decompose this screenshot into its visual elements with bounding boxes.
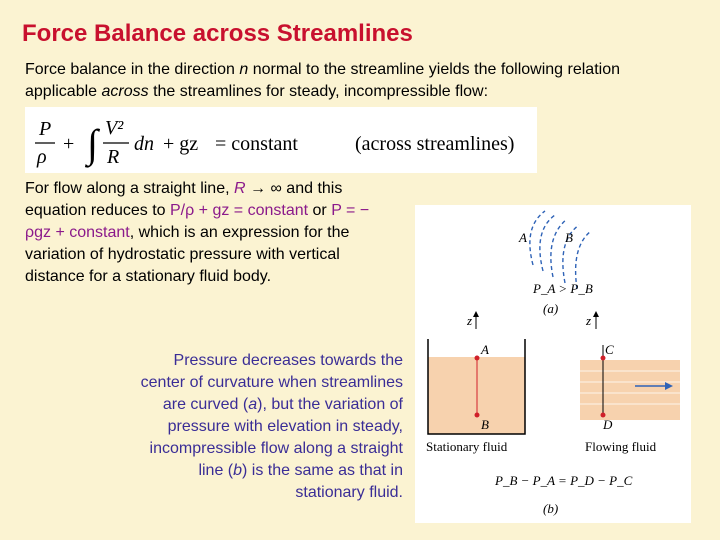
label-stationary: Stationary fluid [426, 439, 508, 454]
curved-streamlines [530, 211, 591, 289]
intro-n: n [239, 61, 249, 78]
eq-dn: dn [134, 133, 154, 155]
eq-integral: ∫ [87, 121, 98, 166]
z-right-arrowhead [593, 311, 599, 317]
caption-b: (b) [543, 501, 559, 516]
relation-top: P_A > P_B [533, 281, 593, 296]
label-C: C [605, 342, 614, 357]
intro-text [25, 59, 695, 103]
para3-a: Pressure decreases towards the center of curvature when streamlines are curved ( [140, 352, 403, 413]
point-A [475, 356, 480, 361]
eq-plus1: + [63, 133, 75, 155]
para3-b: ), but the variation of pressure with elevation in steady, incompressible flow along a straight line ( [149, 396, 403, 479]
para2-eq1: P/ρ + gz = constant [170, 202, 309, 219]
para2-or: or [308, 202, 332, 219]
eq-V2: V² [105, 117, 124, 139]
straight-line-paragraph [25, 178, 395, 288]
intro-part1: Force balance in the direction [25, 61, 240, 78]
para3-b-letter: b [233, 462, 243, 479]
figure-panel [415, 205, 691, 523]
para3-a-letter: a [248, 396, 258, 413]
point-B [475, 413, 480, 418]
streamline-1 [530, 211, 545, 265]
z-right: z [586, 313, 592, 328]
para2-a: For flow along a straight line, [25, 180, 234, 197]
para2-arrow: → ∞ and this equation reduces to [25, 180, 343, 219]
caption-a: (a) [543, 301, 559, 316]
eq-R: R [107, 146, 120, 168]
intro-part3: the streamlines for steady, incompressible flow: [148, 83, 489, 100]
pressure-paragraph [140, 350, 403, 504]
para2-rest: , which is an expression for the variation of hydrostatic pressure with vertical distance for a stationary fluid body. [25, 224, 350, 285]
label-D: D [603, 417, 613, 432]
slide-title: Force Balance across Streamlines [22, 20, 413, 47]
equation-graphic [25, 107, 537, 173]
eq-note: (across streamlines) [355, 133, 515, 155]
label-B: B [481, 417, 489, 432]
eq-rho: ρ [37, 146, 47, 168]
figure-graphic [415, 205, 691, 523]
intro-part2: normal to the streamline yields the following relation applicable [25, 61, 620, 100]
para2-R: R [234, 180, 246, 197]
label-B-top: B [565, 230, 573, 245]
relation-bottom: P_B − P_A = P_D − P_C [495, 473, 633, 488]
intro-across: across [101, 83, 149, 100]
para3-c: ) is the same as that in stationary fluid. [242, 462, 403, 501]
eq-constant: = constant [215, 133, 298, 155]
z-left-arrowhead [473, 311, 479, 317]
label-A-top: A [519, 230, 527, 245]
eq-P: P [39, 118, 52, 140]
equation-box [25, 107, 537, 173]
para2-eq2: P = − ρgz + constant [25, 202, 370, 241]
streamline-2 [540, 215, 555, 271]
z-left: z [467, 313, 473, 328]
label-A: A [481, 342, 489, 357]
label-flowing: Flowing fluid [585, 439, 657, 454]
eq-gz: + gz [163, 133, 199, 155]
